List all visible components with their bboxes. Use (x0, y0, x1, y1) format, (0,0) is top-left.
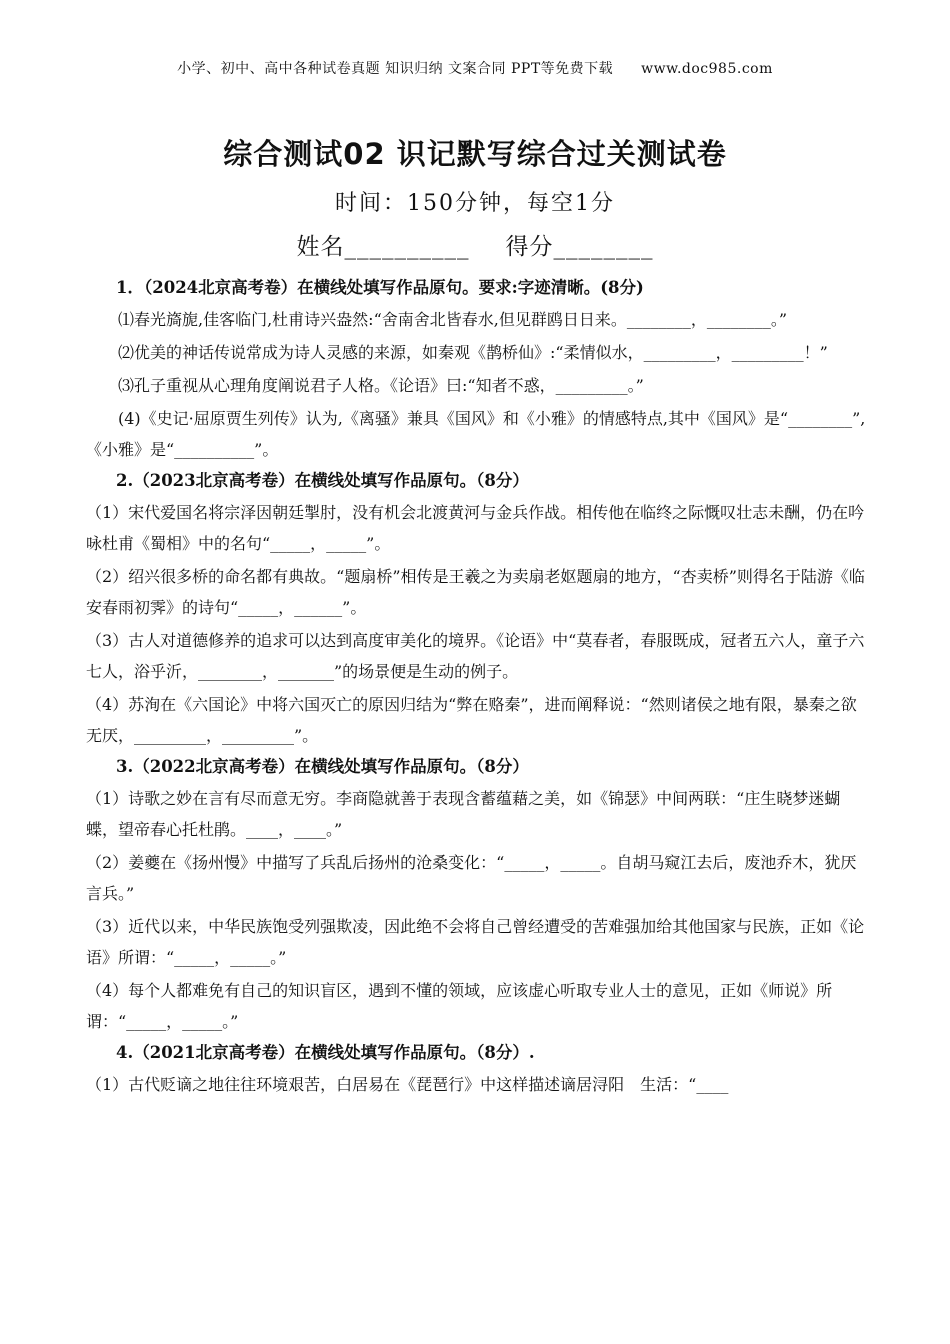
question-1-item-4: (4)《史记·屈原贾生列传》认为,《离骚》兼具《国风》和《小雅》的情感特点,其中《国风》是“________”,《小雅》是“__________”。 (86, 409, 866, 459)
question-3-item-2: （2）姜夔在《扬州慢》中描写了兵乱后扬州的沧桑变化：“_____，_____。自胡马窥江去后，废池乔木，犹厌言兵。” (86, 853, 857, 903)
question-2-item-4: （4）苏洵在《六国论》中将六国灭亡的原因归结为“弊在赂秦”，进而阐释说：“然则诸侯之地有限，暴秦之欲无厌，_________，_________”。 (86, 695, 857, 745)
question-2-item-1: （1）宋代爱国名将宗泽因朝廷掣肘，没有机会北渡黄河与金兵作战。相传他在临终之际慨叹壮志未酬，仍在吟咏杜甫《蜀相》中的名句“_____，_____”。 (86, 503, 865, 553)
question-4-head: 4.（2021北京高考卷）在横线处填写作品原句。（8分）. (116, 1043, 535, 1062)
exam-title: 综合测试02 识记默写综合过关测试卷 (223, 137, 727, 171)
question-3-head: 3.（2022北京高考卷）在横线处填写作品原句。（8分） (116, 757, 529, 776)
name-score-row (0, 228, 950, 261)
name-label: 姓名__________ (296, 234, 470, 260)
exam-meta: 时间：150分钟，每空1分 (335, 191, 615, 216)
questions (86, 272, 866, 1100)
question-1-item-3: ⑶孔子重视从心理角度阐说君子人格。《论语》曰:“知者不惑，_________。” (118, 376, 644, 395)
question-2-item-2: （2）绍兴很多桥的命名都有典故。“题扇桥”相传是王羲之为卖扇老妪题扇的地方，“杏卖桥”则得名于陆游《临安春雨初霁》的诗句“_____，______”。 (86, 567, 865, 617)
question-3-item-4: （4）每个人都难免有自己的知识盲区，遇到不懂的领域，应该虚心听取专业人士的意见，正如《师说》所谓：“_____，_____。” (86, 981, 833, 1031)
header-text: 小学、初中、高中各种试卷真题 知识归纳 文案合同 PPT等免费下载 (177, 61, 614, 77)
question-3-item-3: （3）近代以来，中华民族饱受列强欺凌，因此绝不会将自己曾经遭受的苦难强加给其他国家与民族，正如《论语》所谓：“_____，_____。” (86, 917, 865, 967)
question-2-head: 2.（2023北京高考卷）在横线处填写作品原句。（8分） (116, 471, 529, 490)
question-4-item-1: （1）古代贬谪之地往往环境艰苦，白居易在《琵琶行》中这样描述谪居浔阳 生活：“____ (86, 1075, 729, 1094)
score-label: 得分________ (505, 234, 654, 260)
question-1-item-1: ⑴春光旖旎,佳客临门,杜甫诗兴盎然:“舍南舍北皆春水,但见群鸥日日来。________，________。” (118, 310, 788, 329)
header-site: www.doc985.com (641, 61, 773, 77)
site-header (0, 58, 950, 78)
question-1-head: 1．（2024北京高考卷）在横线处填写作品原句。要求:字迹清晰。(8分) (116, 278, 644, 297)
question-1-item-2: ⑵优美的神话传说常成为诗人灵感的来源，如秦观《鹊桥仙》:“柔情似水，_________，_________！” (118, 343, 828, 362)
question-2-item-3: （3）古人对道德修养的追求可以达到高度审美化的境界。《论语》中“莫春者，春服既成，冠者五六人，童子六七人，浴乎沂，________，_______”的场景便是生动的例子。 (86, 631, 865, 681)
question-3-item-1: （1）诗歌之妙在言有尽而意无穷。李商隐就善于表现含蓄蕴藉之美，如《锦瑟》中间两联：“庄生晓梦迷蝴蝶，望帝春心托杜鹃。____，____。” (86, 789, 841, 839)
